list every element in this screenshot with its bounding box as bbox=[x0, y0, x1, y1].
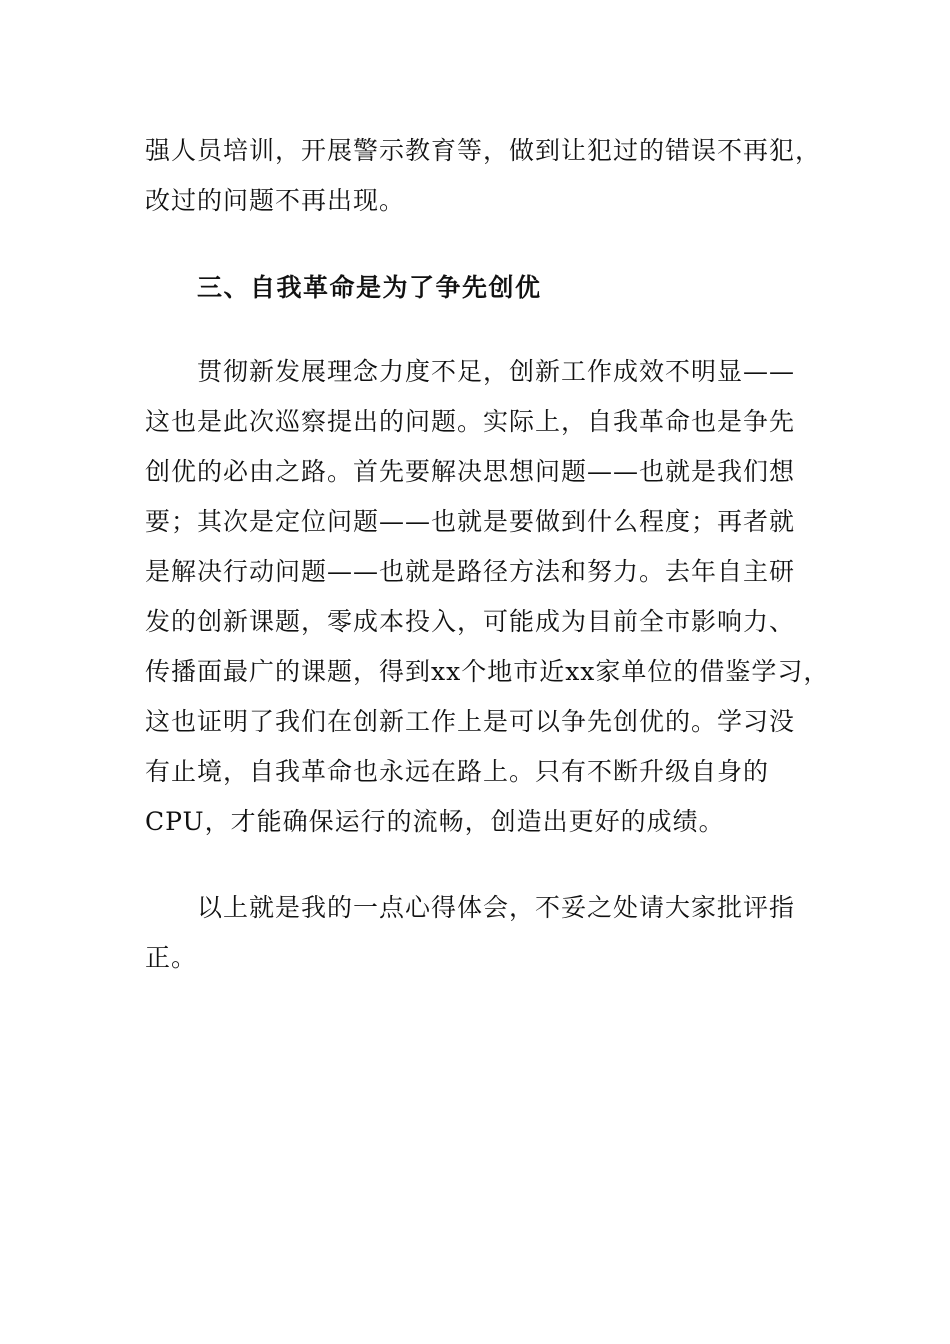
paragraph-line: 以上就是我的一点心得体会，不妥之处请大家批评指 bbox=[197, 893, 796, 922]
paragraph-line: 这也是此次巡察提出的问题。实际上，自我革命也是争先 bbox=[145, 407, 796, 436]
paragraph-line: 发的创新课题，零成本投入，可能成为目前全市影响力、 bbox=[145, 607, 796, 636]
section-heading: 三、自我革命是为了争先创优 bbox=[197, 273, 542, 302]
paragraph-line: 贯彻新发展理念力度不足，创新工作成效不明显—— bbox=[197, 357, 796, 386]
paragraph-line: 强人员培训，开展警示教育等，做到让犯过的错误不再犯， bbox=[145, 136, 822, 165]
paragraph-line: 正。 bbox=[145, 943, 198, 972]
paragraph-line: 有止境，自我革命也永远在路上。只有不断升级自身的 bbox=[145, 757, 770, 786]
paragraph-line: 是解决行动问题——也就是路径方法和努力。去年自主研 bbox=[145, 557, 796, 586]
paragraph-line: 这也证明了我们在创新工作上是可以争先创优的。学习没 bbox=[145, 707, 796, 736]
paragraph-line: CPU，才能确保运行的流畅，创造出更好的成绩。 bbox=[145, 807, 725, 836]
paragraph-line: 传播面最广的课题，得到xx个地市近xx家单位的借鉴学习， bbox=[145, 657, 830, 686]
paragraph-line: 改过的问题不再出现。 bbox=[145, 186, 406, 215]
paragraph-line: 要；其次是定位问题——也就是要做到什么程度；再者就 bbox=[145, 507, 796, 536]
paragraph-line: 创优的必由之路。首先要解决思想问题——也就是我们想 bbox=[145, 457, 796, 486]
